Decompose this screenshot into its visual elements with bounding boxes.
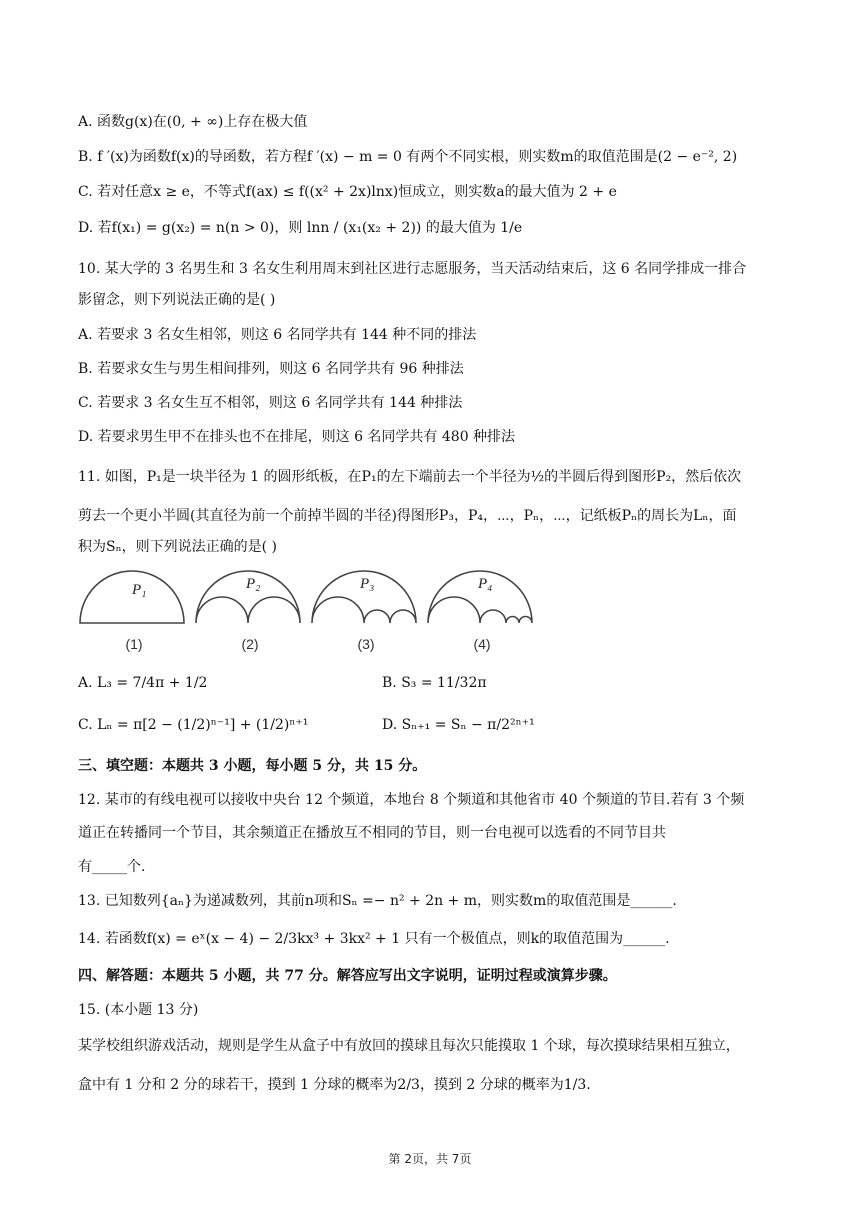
question-12-line-1: 12. 某市的有线电视可以接收中央台 12 个频道，本地台 8 个频道和其他省市 40 个频道的节目.若有 3 个频 (78, 792, 745, 808)
figure-p2-drawing (194, 568, 306, 628)
option-11a: A. L₃ = 7/4π + 1/2 (78, 675, 208, 691)
option-11c: C. Lₙ = π[2 − (1/2)ⁿ⁻¹] + (1/2)ⁿ⁺¹ (78, 717, 309, 733)
question-11-stem-1: 11. 如图，P₁是一块半径为 1 的圆形纸板，在P₁的左下端前去一个半径为½的半圆后得到图形P₂，然后依次 (78, 469, 742, 485)
question-11-stem-3: 积为Sₙ，则下列说法正确的是( ) (78, 539, 278, 555)
figure-p1-drawing (78, 568, 190, 628)
option-9c: C. 若对任意x ≥ e，不等式f(ax) ≤ f((x² + 2x)lnx)恒成立，则实数a的最大值为 2 + e (78, 184, 617, 200)
figure-p2-caption: (2) (241, 636, 259, 652)
question-10-stem-1: 10. 某大学的 3 名男生和 3 名女生利用周末到社区进行志愿服务，当天活动结束后，这 6 名同学排成一排合 (78, 261, 747, 277)
section-3-heading: 三、填空题：本题共 3 小题，每小题 5 分，共 15 分。 (78, 758, 427, 774)
figure-p2-name: P₂ (246, 576, 261, 592)
figure-p1-name: P₁ (132, 582, 147, 598)
figure-p2 (194, 568, 306, 664)
option-11b: B. S₃ = 11/32π (382, 675, 487, 691)
question-15-line-2: 盒中有 1 分和 2 分的球若干，摸到 1 分球的概率为2/3，摸到 2 分球的概率为1/3. (78, 1077, 591, 1093)
section-4-heading: 四、解答题：本题共 5 小题，共 77 分。解答应写出文字说明，证明过程或演算步骤。 (78, 968, 617, 984)
question-14: 14. 若函数f(x) = eˣ(x − 4) − 2/3kx³ + 3kx² + 1 只有一个极值点，则k的取值范围为______. (78, 931, 670, 947)
figure-p4 (426, 568, 538, 664)
question-10-stem-2: 影留念，则下列说法正确的是( ) (78, 292, 276, 308)
semicircle-figures (78, 568, 538, 664)
option-10a: A. 若要求 3 名女生相邻，则这 6 名同学共有 144 种不同的排法 (78, 327, 477, 343)
figure-p4-name: P₄ (478, 576, 493, 592)
option-10c: C. 若要求 3 名女生互不相邻，则这 6 名同学共有 144 种排法 (78, 395, 463, 411)
question-13: 13. 已知数列{aₙ}为递减数列，其前n项和Sₙ =− n² + 2n + m，则实数m的取值范围是______. (78, 893, 677, 909)
figure-p4-caption: (4) (473, 636, 491, 652)
figure-p4-drawing (426, 568, 538, 628)
question-12-line-2: 道正在转播同一个节目，其余频道正在播放互不相同的节目，则一台电视可以选看的不同节目共 (78, 825, 666, 841)
question-15-header: 15. (本小题 13 分) (78, 1002, 199, 1018)
option-9b: B. f ′(x)为函数f(x)的导函数，若方程f ′(x) − m = 0 有两个不同实根，则实数m的取值范围是(2 − e⁻², 2) (78, 149, 738, 165)
question-15-line-1: 某学校组织游戏活动，规则是学生从盒子中有放回的摸球且每次只能摸取 1 个球，每次摸球结果相互独立， (78, 1038, 740, 1054)
option-10b: B. 若要求女生与男生相间排列，则这 6 名同学共有 96 种排法 (78, 361, 464, 377)
figure-p1 (78, 568, 190, 664)
option-9d: D. 若f(x₁) = g(x₂) = n(n > 0)，则 lnn / (x₁(x₂ + 2)) 的最大值为 1/e (78, 220, 523, 236)
figure-p3 (310, 568, 422, 664)
option-9a: A. 函数g(x)在(0, + ∞)上存在极大值 (78, 114, 308, 130)
figure-p1-caption: (1) (125, 636, 143, 652)
figure-p3-drawing (310, 568, 422, 628)
option-10d: D. 若要求男生甲不在排头也不在排尾，则这 6 名同学共有 480 种排法 (78, 429, 516, 445)
figure-p3-name: P₃ (360, 576, 375, 592)
question-11-stem-2: 剪去一个更小半圆(其直径为前一个前掉半圆的半径)得图形P₃，P₄，⋯，Pₙ，⋯，记纸板Pₙ的周长为Lₙ，面 (78, 508, 737, 524)
question-12-line-3: 有_____个. (78, 859, 146, 875)
page-footer: 第 2页，共 7页 (388, 1152, 472, 1166)
option-11d: D. Sₙ₊₁ = Sₙ − π/2²ⁿ⁺¹ (382, 717, 535, 733)
figure-p3-caption: (3) (357, 636, 375, 652)
